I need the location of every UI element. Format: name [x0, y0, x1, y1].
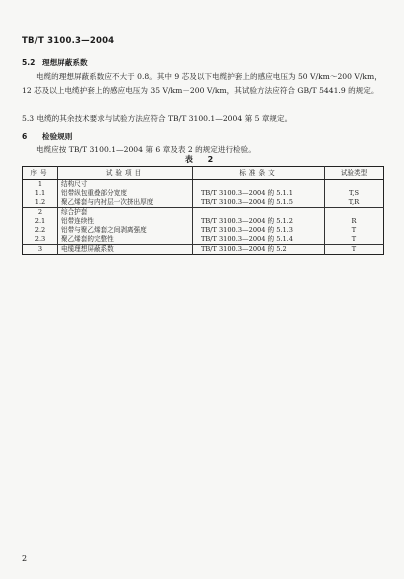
table-caption: 表 2 [184, 155, 220, 164]
row-type [325, 208, 384, 218]
page-number: 2 [22, 554, 28, 563]
table-row [23, 208, 384, 218]
table-row [23, 245, 384, 255]
row-std: TB/T 3100.3—2004 的 5.1.4 [193, 235, 325, 245]
row-type: T [325, 235, 384, 245]
row-item: 综合护套 [58, 208, 193, 218]
row-no: 3 [23, 245, 58, 255]
row-std [193, 180, 325, 190]
row-item: 聚乙烯套与内衬层一次挤出厚度 [58, 198, 193, 208]
row-no: 1.1 [23, 189, 58, 198]
row-item: 铝带与聚乙烯套之间剥离强度 [58, 226, 193, 235]
header-type: 试验类型 [325, 167, 384, 180]
row-std: TB/T 3100.3—2004 的 5.1.2 [193, 217, 325, 226]
section-6-paragraph: 电缆应按 TB/T 3100.1—2004 第 6 章及表 2 的规定进行检验。 [36, 145, 256, 154]
row-std: TB/T 3100.3—2004 的 5.1.3 [193, 226, 325, 235]
row-no: 2.1 [23, 217, 58, 226]
row-std: TB/T 3100.3—2004 的 5.1.5 [193, 198, 325, 208]
section-5-2-heading [22, 57, 88, 68]
row-item: 结构尺寸 [58, 180, 193, 190]
row-item: 电缆理想屏蔽系数 [58, 245, 193, 255]
table-row [23, 189, 384, 198]
header-std: 标准条文 [193, 167, 325, 180]
inspection-table [22, 166, 384, 255]
row-item: 聚乙烯套的完整性 [58, 235, 193, 245]
row-type: T [325, 245, 384, 255]
table-row [23, 180, 384, 190]
table-row [23, 226, 384, 235]
table-row [23, 198, 384, 208]
table-header-row [23, 167, 384, 180]
row-type: R [325, 217, 384, 226]
row-std: TB/T 3100.3—2004 的 5.1.1 [193, 189, 325, 198]
document-header: TB/T 3100.3—2004 [22, 36, 115, 46]
row-item: 铝带连续性 [58, 217, 193, 226]
row-no: 2.2 [23, 226, 58, 235]
section-6-title: 检验规则 [42, 132, 73, 141]
section-5-2-title: 理想屏蔽系数 [42, 58, 88, 67]
row-type [325, 180, 384, 190]
table-row [23, 235, 384, 245]
section-6-number: 6 [22, 132, 28, 141]
row-std: TB/T 3100.3—2004 的 5.2 [193, 245, 325, 255]
table-row [23, 217, 384, 226]
row-item: 铝带纵包重叠部分宽度 [58, 189, 193, 198]
row-no: 2.3 [23, 235, 58, 245]
row-type: T,S [325, 189, 384, 198]
section-5-2-paragraph: 电缆的理想屏蔽系数应不大于 0.8。其中 9 芯及以下电缆护套上的感应电压为 50 V/km～200 V/km，12 芯及以上电缆护套上的感应电压为 35 V/km－200 V/km，其试验方法应符合 GB/T 5441.9 的规定。 [22, 72, 382, 95]
section-6-heading [22, 131, 72, 142]
row-no: 1.2 [23, 198, 58, 208]
row-type: T [325, 226, 384, 235]
header-item: 试验项目 [58, 167, 193, 180]
row-no: 2 [23, 208, 58, 218]
row-type: T,R [325, 198, 384, 208]
row-std [193, 208, 325, 218]
section-5-3-paragraph: 5.3 电缆的其余技术要求与试验方法应符合 TB/T 3100.1—2004 第 5 章规定。 [22, 114, 293, 123]
section-5-2-number: 5.2 [22, 58, 36, 67]
header-no: 序号 [23, 167, 58, 180]
row-no: 1 [23, 180, 58, 190]
